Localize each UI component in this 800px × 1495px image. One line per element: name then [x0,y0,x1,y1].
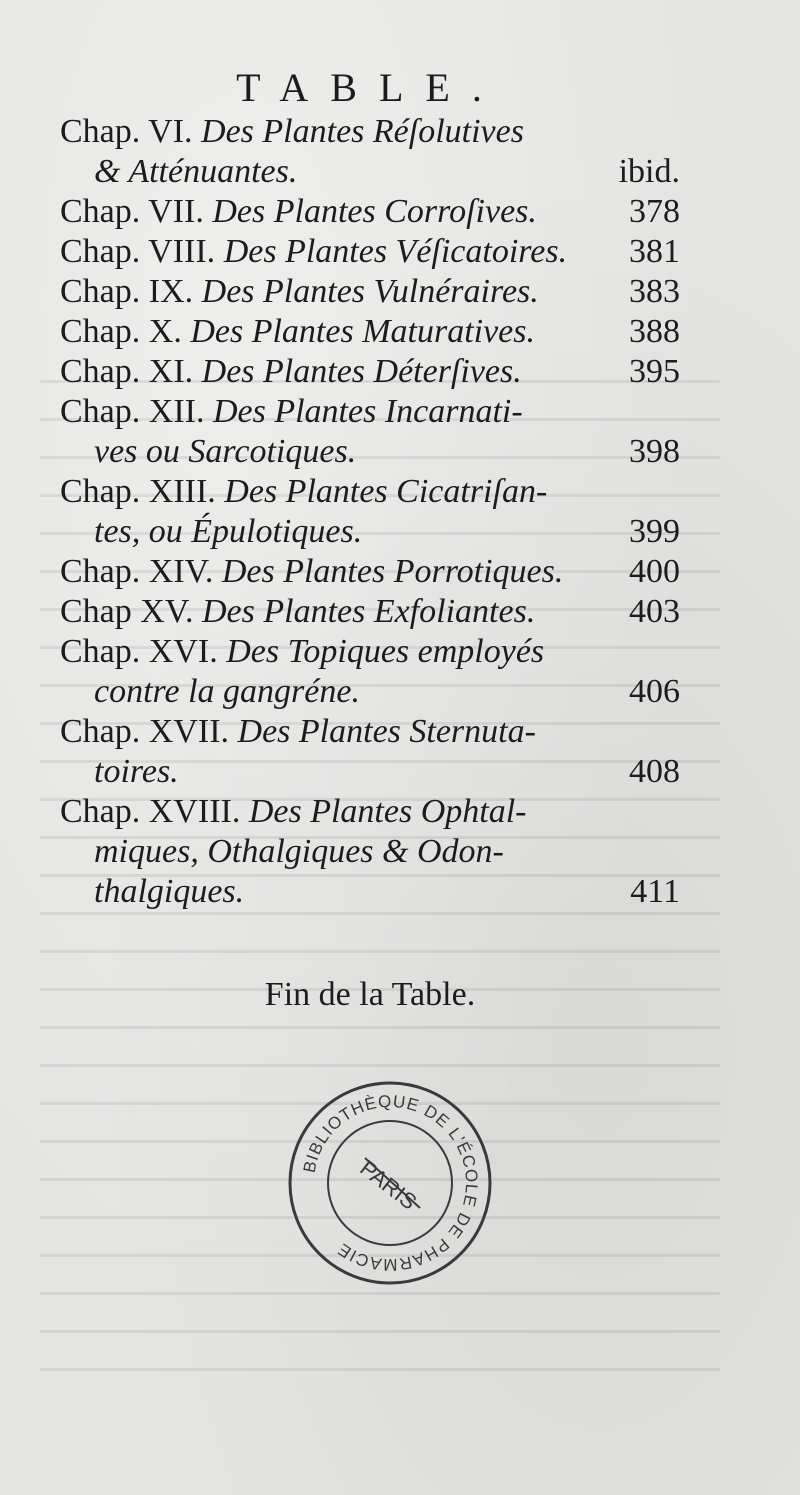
chapter-number: Chap. X. [60,313,182,350]
chapter-title: Des Topiques employés [226,633,545,670]
toc-line [60,752,680,792]
chapter-title: tes, ou Épulotiques. [94,513,363,550]
toc-line [60,672,680,712]
toc-line [60,872,680,912]
page-number: 381 [629,233,680,270]
page-number: 400 [629,553,680,590]
toc-entry [60,712,680,792]
chapter-number: Chap. VIII. [60,233,216,270]
chapter-title: Des Plantes Incarnati- [212,393,523,430]
chapter-title: Des Plantes Sternuta- [237,713,536,750]
toc-entry [60,232,680,272]
toc-entry [60,792,680,912]
chapter-number: Chap. VII. [60,193,204,230]
chapter-title: & Atténuantes. [94,153,298,190]
page-number: 408 [629,753,680,790]
page-number: 406 [629,673,680,710]
chapter-number: Chap. XVII. [60,713,230,750]
toc-entry [60,472,680,552]
page-header: TABLE. [236,65,504,110]
toc-line [60,592,680,632]
toc-entry [60,592,680,632]
toc-line [60,272,680,312]
chapter-title: Des Plantes Maturatives. [190,313,535,350]
chapter-number: Chap. XIII. [60,473,216,510]
toc-line [60,832,680,872]
toc-line [60,232,680,272]
chapter-number: Chap. XI. [60,353,194,390]
chapter-number: Chap XV. [60,593,194,630]
chapter-title: Des Plantes Ophtal- [248,793,527,830]
chapter-number: Chap. VI. [60,113,193,150]
chapter-title: miques, Othalgiques & Odon- [94,833,504,870]
toc-line [60,192,680,232]
chapter-title: ves ou Sarcotiques. [94,433,357,470]
chapter-number: Chap. XII. [60,393,205,430]
page-number: ibid. [618,153,680,190]
page-number: 383 [629,273,680,310]
chapter-number: Chap. XVI. [60,633,218,670]
toc-entry [60,632,680,712]
toc-entry [60,272,680,312]
page-number: 388 [629,313,680,350]
page-number: 378 [629,193,680,230]
end-of-table-text: Fin de la Table. [264,976,476,1013]
page-number: 398 [629,433,680,470]
chapter-number: Chap. IX. [60,273,194,310]
toc-line [60,112,680,152]
stamp-center-text: PARIS [355,1155,422,1215]
toc-line [60,152,680,192]
toc-line [60,392,680,432]
chapter-title: Des Plantes Cicatriſan- [224,473,548,510]
chapter-title: Des Plantes Déterſives. [201,353,522,390]
toc-line [60,352,680,392]
toc-entry [60,352,680,392]
stamp-ring-text: BIBLIOTHÈQUE DE L'ÉCOLE DE PHARMACIE [299,1091,482,1275]
chapter-title: toires. [94,753,179,790]
toc-line [60,312,680,352]
chapter-number: Chap. XVIII. [60,793,241,830]
page-number: 403 [629,593,680,630]
toc-line [60,432,680,472]
page-number: 399 [629,513,680,550]
toc-line [60,792,680,832]
chapter-title: Des Plantes Véſicatoires. [223,233,568,270]
page-number: 395 [629,353,680,390]
chapter-title: Des Plantes Corroſives. [212,193,537,230]
toc-line [60,552,680,592]
toc-entry [60,392,680,472]
chapter-title: contre la gangréne. [94,673,360,710]
page-number: 411 [630,873,680,910]
chapter-title: Des Plantes Exfoliantes. [202,593,536,630]
toc-line [60,472,680,512]
chapter-title: Des Plantes Réſolutives [201,113,524,150]
chapter-title: thalgiques. [94,873,245,910]
toc-line [60,632,680,672]
toc-entry [60,552,680,592]
toc-line [60,712,680,752]
toc-entry [60,192,680,232]
toc-entry [60,112,680,192]
toc-line [60,512,680,552]
table-of-contents [60,112,680,912]
chapter-number: Chap. XIV. [60,553,214,590]
toc-entry [60,312,680,352]
library-stamp [285,1078,495,1288]
chapter-title: Des Plantes Porrotiques. [221,553,564,590]
chapter-title: Des Plantes Vulnéraires. [201,273,539,310]
